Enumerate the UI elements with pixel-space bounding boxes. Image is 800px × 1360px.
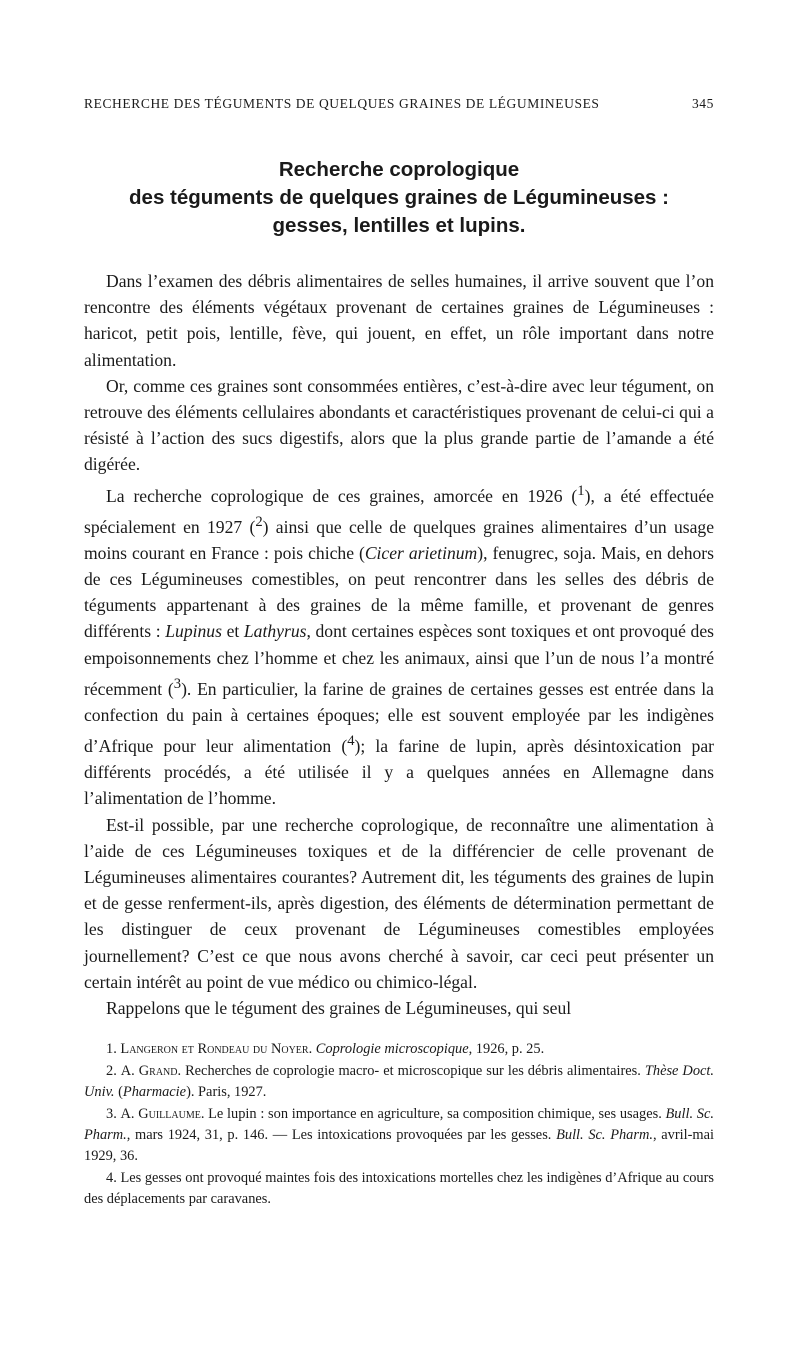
paragraph-5: Rappelons que le tégument des graines de Légumineuses, qui seul bbox=[106, 997, 572, 1018]
paragraph-2: Or, comme ces graines sont consommées entières, c’est-à-dire avec leur tégument, on retrouve des éléments cellulaires abondants et caractéristiques provenant de celui-ci qui a résisté à l’action des sucs digestifs, alors que la plus grande partie de l’amande a été digérée. bbox=[84, 375, 714, 475]
footnote-2-text: Recherches de coprologie macro- et microscopique sur les débris alimentaires. bbox=[181, 1063, 645, 1080]
footnote-ref-4[interactable]: 4 bbox=[347, 733, 355, 750]
article-body bbox=[84, 268, 714, 1021]
p3-text-3: ) ainsi que celle de quelques graines alimentaires d’un usage moins courant en France : pois chiche ( bbox=[84, 516, 715, 563]
title-line-3: gesses, lentilles et lupins. bbox=[272, 214, 526, 237]
footnote-2-author: A. Grand. bbox=[120, 1063, 182, 1080]
running-header bbox=[84, 96, 714, 118]
p3-italic-lathyrus: Lathyrus bbox=[243, 621, 307, 642]
footnote-2-number: 2. bbox=[106, 1063, 117, 1080]
p3-text-5: et bbox=[221, 621, 244, 642]
footnote-1 bbox=[84, 1039, 714, 1060]
running-title: RECHERCHE DES TÉGUMENTS DE QUELQUES GRAINES DE LÉGUMINEUSES bbox=[84, 96, 600, 111]
footnote-3-journal-1: Bull. Sc. Pharm. bbox=[84, 1106, 714, 1144]
footnote-4-number: 4. bbox=[106, 1170, 117, 1187]
footnote-ref-3[interactable]: 3 bbox=[173, 675, 182, 692]
page bbox=[84, 96, 714, 1211]
footnote-3-text: Le lupin : son importance en agriculture, sa composition chimique, ses usages. bbox=[204, 1106, 666, 1123]
footnotes bbox=[84, 1039, 714, 1210]
footnote-3-author: A. Guillaume. bbox=[120, 1106, 205, 1123]
footnote-3-mid: , mars 1924, 31, p. 146. — Les intoxications provoquées par les gesses. bbox=[126, 1127, 557, 1144]
footnote-2-paren: ( bbox=[114, 1084, 123, 1101]
footnote-3-rest: , avril-mai 1929, 36. bbox=[84, 1127, 714, 1165]
title-line-2: des téguments de quelques graines de Légumineuses : bbox=[129, 186, 669, 209]
p3-text-2: ), a été effectuée spécialement en 1927 ( bbox=[84, 485, 714, 537]
footnote-1-author: Langeron et Rondeau du Noyer. bbox=[120, 1041, 313, 1058]
footnote-1-title: Coprologie microscopique bbox=[315, 1041, 469, 1058]
p3-text-7: ). En particulier, la farine de graines de certaines gesses est entrée dans la confection du pain à certaines époques; elle est souvent employée par les indigènes d’Afrique pour leur alimentation ( bbox=[84, 678, 714, 756]
footnote-2-rest: ). Paris, 1927. bbox=[186, 1084, 267, 1101]
footnote-1-rest: , 1926, p. 25. bbox=[468, 1041, 545, 1058]
p3-text-8: ); la farine de lupin, après désintoxication par différents procédés, a été utilisée il y a quelques années en Allemagne dans l’alimentation de l’homme. bbox=[84, 735, 714, 809]
footnote-3-number: 3. bbox=[106, 1106, 117, 1123]
p3-text-4: ), fenugrec, soja. Mais, en dehors de ces Légumineuses comestibles, on peut rencontrer dans les selles des débris de téguments appartenant à des graines de la même famille, et provenant de genres différents : bbox=[84, 542, 714, 642]
footnote-1-number: 1. bbox=[106, 1041, 117, 1058]
footnote-ref-1[interactable]: 1 bbox=[577, 482, 585, 499]
paragraph-3 bbox=[84, 478, 714, 812]
p3-italic-lupinus: Lupinus bbox=[165, 621, 222, 642]
footnote-2-place: Pharmacie bbox=[122, 1084, 187, 1101]
article-title bbox=[84, 156, 714, 240]
footnote-3-journal-2: Bull. Sc. Pharm. bbox=[556, 1127, 653, 1144]
footnote-2 bbox=[84, 1061, 714, 1103]
p3-text-6: , dont certaines espèces sont toxiques et ont provoqué des empoisonnements chez l’homme et chez les animaux, ainsi que l’un de nous l’a montré récemment ( bbox=[84, 621, 714, 699]
footnote-2-title: Thèse Doct. Univ. bbox=[84, 1063, 715, 1101]
footnote-ref-2[interactable]: 2 bbox=[255, 513, 263, 530]
footnote-4 bbox=[84, 1168, 714, 1210]
paragraph-4: Est-il possible, par une recherche coprologique, de reconnaître une alimentation à l’aide de ces Légumineuses toxiques et de la différencier de celle provenant de Légumineuses alimentaires courantes? Autrement dit, les téguments des graines de lupin et de gesse renferment-ils, après digestion, des éléments de détermination permettant de les distinguer de ceux provenant de Légumineuses comestibles employées journellement? C’est ce que nous avons cherché à savoir, car ceci peut présenter un certain intérêt au point de vue médico ou chimico-légal. bbox=[84, 814, 714, 992]
page-number: 345 bbox=[691, 96, 714, 111]
footnote-3 bbox=[84, 1104, 714, 1167]
footnote-4-text: Les gesses ont provoqué maintes fois des intoxications mortelles chez les indigènes d’Afrique au cours des déplacements par caravanes. bbox=[84, 1170, 714, 1208]
paragraph-1: Dans l’examen des débris alimentaires de selles humaines, il arrive souvent que l’on rencontre des éléments végétaux provenant de certaines graines de Légumineuses : haricot, petit pois, lentille, fève, qui jouent, en effet, un rôle important dans notre alimentation. bbox=[84, 271, 714, 370]
title-line-1: Recherche coprologique bbox=[278, 158, 520, 181]
p3-italic-cicer: Cicer arietinum bbox=[364, 542, 478, 563]
p3-text-1: La recherche coprologique de ces graines, amorcée en 1926 ( bbox=[106, 485, 578, 506]
